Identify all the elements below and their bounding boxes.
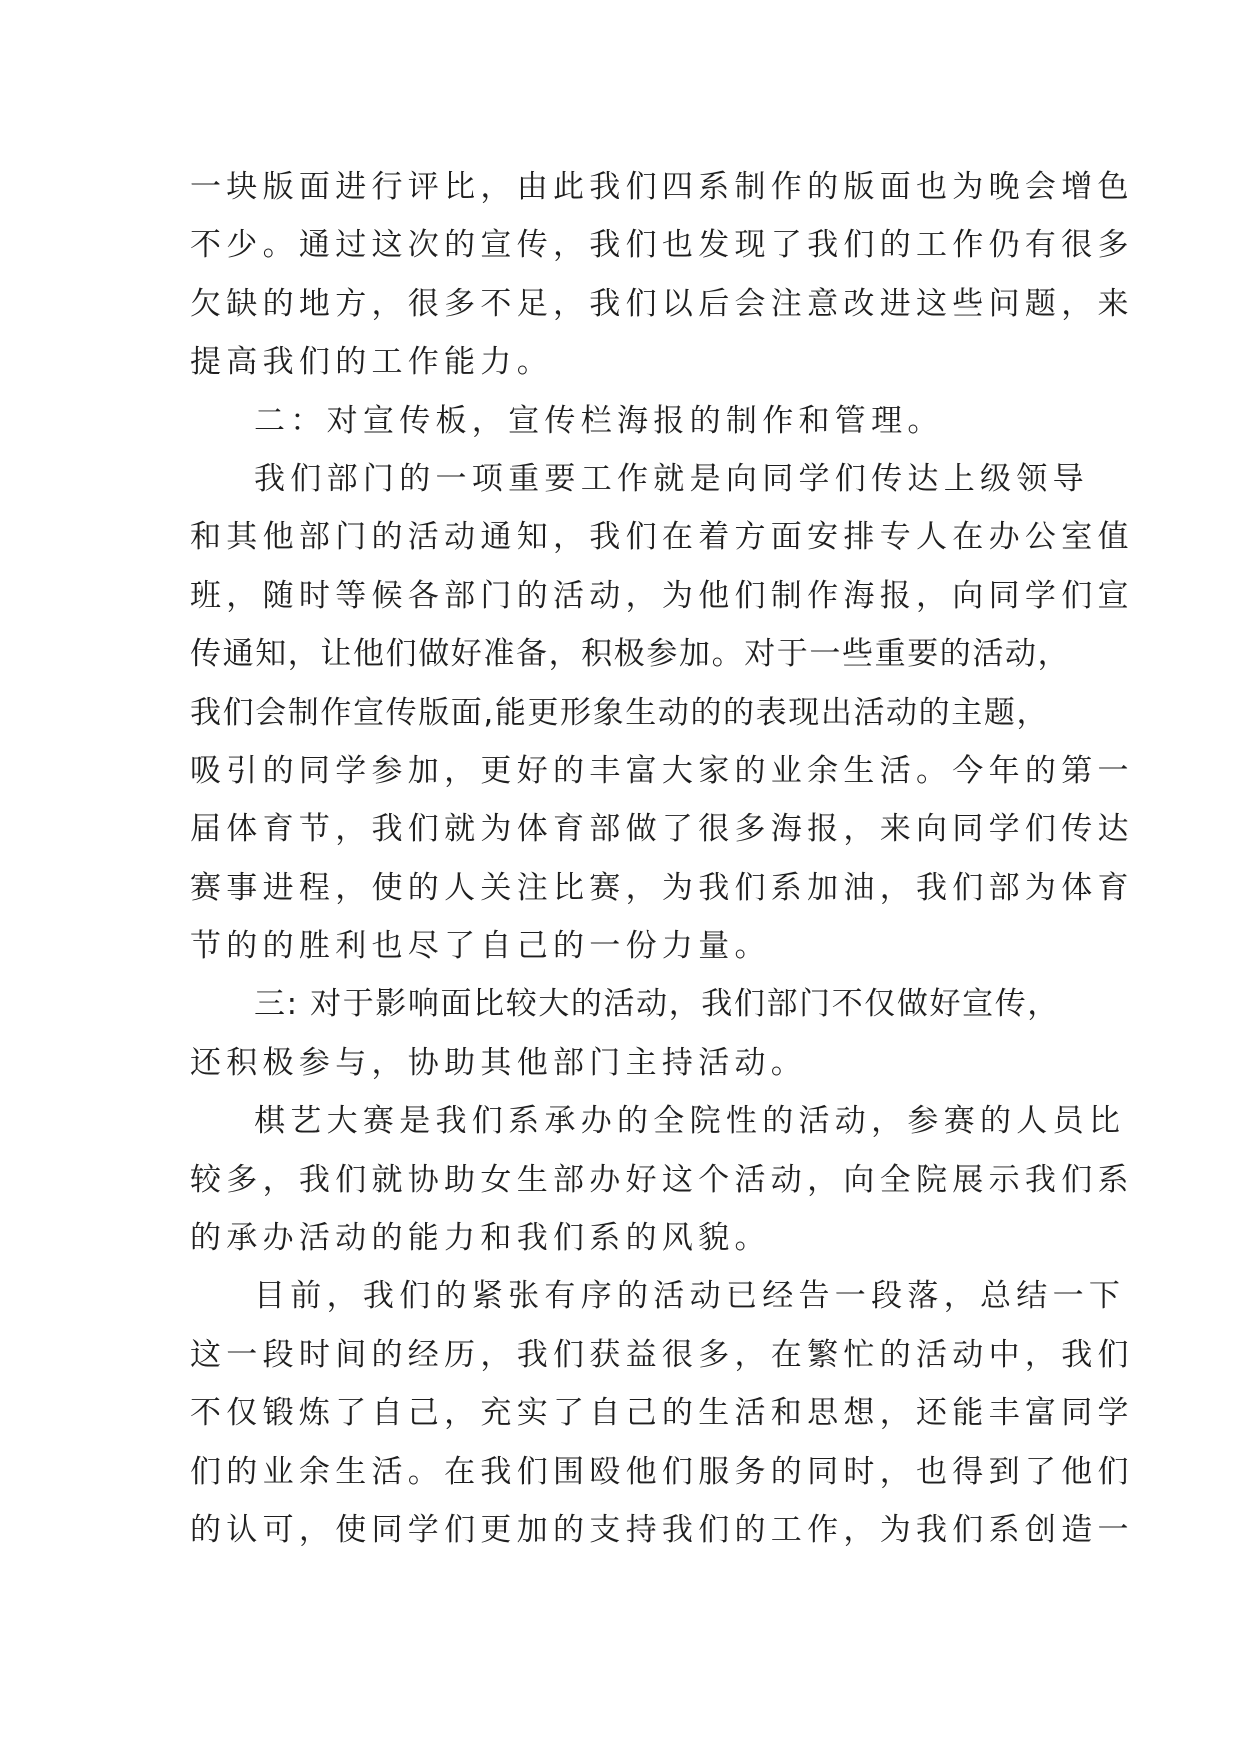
text-line: 棋艺大赛是我们系承办的全院性的活动，参赛的人员比 — [254, 1103, 1126, 1140]
text-line: 欠缺的地方，很多不足，我们以后会注意改进这些问题，来 — [190, 285, 1134, 322]
text-line: 节的的胜利也尽了自己的一份力量。 — [190, 928, 771, 965]
text-line: 届体育节，我们就为体育部做了很多海报，来向同学们传达 — [190, 811, 1134, 848]
text-line: 一块版面进行评比，由此我们四系制作的版面也为晚会增色 — [190, 169, 1134, 205]
text-line: 我们会制作宣传版面,能更形象生动的的表现出活动的主题， — [190, 694, 1050, 731]
text-line: 目前，我们的紧张有序的活动已经告一段落，总结一下 — [254, 1278, 1126, 1315]
text-line: 还积极参与，协助其他部门主持活动。 — [190, 1044, 808, 1081]
text-line: 不少。通过这次的宣传，我们也发现了我们的工作仍有很多 — [190, 227, 1134, 264]
text-line: 不仅锻炼了自己，充实了自己的生活和思想，还能丰富同学 — [190, 1395, 1134, 1432]
text-line: 班，随时等候各部门的活动，为他们制作海报，向同学们宣 — [190, 577, 1134, 614]
text-line: 吸引的同学参加，更好的丰富大家的业余生活。今年的第一 — [190, 752, 1134, 789]
text-line: 们的业余生活。在我们围殴他们服务的同时，也得到了他们 — [190, 1453, 1134, 1490]
text-line: 这一段时间的经历，我们获益很多，在繁忙的活动中，我们 — [190, 1336, 1134, 1373]
text-line: 的认可，使同学们更加的支持我们的工作，为我们系创造一 — [190, 1511, 1134, 1548]
document-body — [190, 158, 1134, 1559]
text-line: 较多，我们就协助女生部办好这个活动，向全院展示我们系 — [190, 1161, 1134, 1198]
text-line: 提高我们的工作能力。 — [190, 344, 553, 381]
text-line: 的承办活动的能力和我们系的风貌。 — [190, 1220, 771, 1257]
text-line: 传通知，让他们做好准备，积极参加。对于一些重要的活动， — [190, 636, 1071, 673]
section-heading-2: 二：对宣传板，宣传栏海报的制作和管理。 — [254, 402, 944, 439]
text-line: 我们部门的一项重要工作就是向同学们传达上级领导 — [254, 460, 1089, 497]
text-line: 和其他部门的活动通知，我们在着方面安排专人在办公室值 — [190, 519, 1134, 556]
section-heading-3: 三: 对于影响面比较大的活动，我们部门不仅做好宣传， — [254, 986, 1060, 1023]
text-line: 赛事进程，使的人关注比赛，为我们系加油，我们部为体育 — [190, 869, 1134, 906]
